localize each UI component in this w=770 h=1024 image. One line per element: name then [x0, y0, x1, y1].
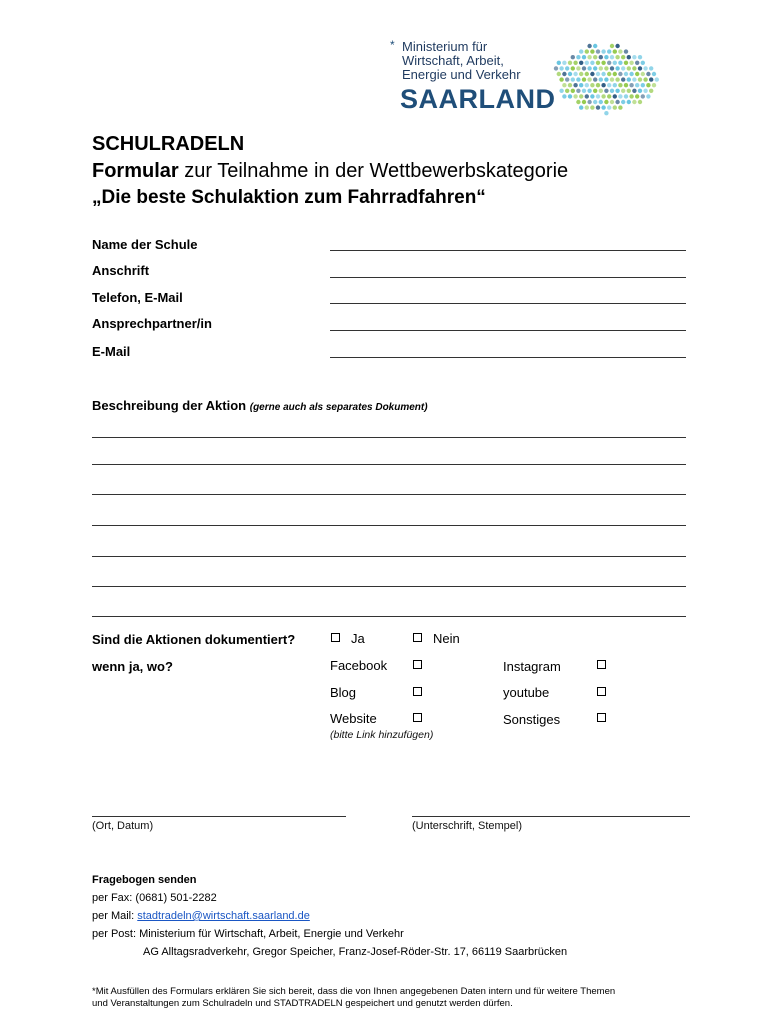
field-label-school-name: Name der Schule	[92, 237, 198, 252]
field-label-contact-person: Ansprechpartner/in	[92, 316, 212, 331]
description-label	[92, 398, 428, 413]
yes-label: Ja	[351, 631, 365, 646]
youtube-checkbox[interactable]	[597, 687, 606, 696]
subtitle-rest: zur Teilnahme in der Wettbewerbskategorie	[178, 160, 569, 182]
send-post-address: AG Alltagsradverkehr, Gregor Speicher, Franz-Josef-Röder-Str. 17, 66119 Saarbrücken	[143, 946, 568, 958]
privacy-note-line-2: und Veranstaltungen zum Schulradeln und STADTRADELN gespeichert und genutzt werden dürfen.	[92, 998, 513, 1009]
ministry-line-1: Ministerium für	[402, 39, 488, 54]
address-input-line[interactable]	[330, 277, 686, 278]
send-mail	[92, 910, 310, 922]
saarland-map-dots-icon	[550, 42, 670, 122]
category-title: „Die beste Schulaktion zum Fahrradfahren“	[92, 187, 486, 208]
where-question: wenn ja, wo?	[92, 659, 173, 674]
saarland-wordmark: SAARLAND	[400, 84, 556, 114]
ministry-line-2: Wirtschaft, Arbeit,	[402, 53, 504, 68]
privacy-note-line-1: *Mit Ausfüllen des Formulars erklären Sie sich bereit, dass die von Ihnen angegebenen Daten intern und für weitere Themen	[92, 986, 616, 997]
email-input-line[interactable]	[330, 357, 686, 358]
send-title-text: Fragebogen senden	[92, 874, 197, 886]
description-hint: (gerne auch als separates Dokument)	[249, 402, 428, 413]
facebook-label: Facebook	[330, 658, 388, 673]
contact-person-input-line[interactable]	[330, 330, 686, 331]
email-link[interactable]: stadtradeln@wirtschaft.saarland.de	[137, 910, 310, 922]
instagram-label: Instagram	[503, 659, 561, 674]
description-line-4[interactable]	[92, 525, 686, 526]
facebook-checkbox[interactable]	[413, 660, 422, 669]
ministry-line-3: Energie und Verkehr	[402, 67, 521, 82]
send-post: per Post: Ministerium für Wirtschaft, Arbeit, Energie und Verkehr	[92, 928, 404, 940]
send-fax: per Fax: (0681) 501-2282	[92, 892, 217, 904]
description-line-1[interactable]	[92, 437, 686, 438]
description-line-7[interactable]	[92, 616, 686, 617]
send-mail-prefix: per Mail:	[92, 910, 138, 922]
description-line-5[interactable]	[92, 556, 686, 557]
place-date-line[interactable]	[92, 816, 346, 817]
page-title: SCHULRADELN	[92, 133, 245, 155]
place-date-label: (Ort, Datum)	[92, 820, 154, 832]
no-checkbox[interactable]	[413, 633, 422, 642]
website-label: Website	[330, 711, 377, 726]
instagram-checkbox[interactable]	[597, 660, 606, 669]
school-name-input-line[interactable]	[330, 250, 686, 251]
field-label-phone-email: Telefon, E-Mail	[92, 290, 183, 305]
description-line-3[interactable]	[92, 494, 686, 495]
asterisk-icon: *	[390, 38, 395, 52]
other-label: Sonstiges	[503, 712, 561, 727]
field-label-email: E-Mail	[92, 344, 131, 359]
ministry-logo	[390, 40, 680, 122]
signature-line[interactable]	[412, 816, 690, 817]
youtube-label: youtube	[503, 685, 550, 700]
no-label: Nein	[433, 631, 460, 646]
form-subtitle	[92, 160, 568, 183]
website-checkbox[interactable]	[413, 713, 422, 722]
field-label-address: Anschrift	[92, 263, 150, 278]
description-line-2[interactable]	[92, 464, 686, 465]
ministry-name	[392, 40, 521, 82]
other-checkbox[interactable]	[597, 713, 606, 722]
phone-email-input-line[interactable]	[330, 303, 686, 304]
subtitle-bold: Formular	[92, 160, 179, 182]
privacy-note	[92, 986, 692, 1010]
send-title	[92, 874, 197, 886]
yes-checkbox[interactable]	[331, 633, 340, 642]
blog-label: Blog	[330, 685, 357, 700]
link-hint: (bitte Link hinzufügen)	[330, 729, 434, 741]
description-title: Beschreibung der Aktion	[92, 398, 247, 413]
description-line-6[interactable]	[92, 586, 686, 587]
blog-checkbox[interactable]	[413, 687, 422, 696]
signature-label: (Unterschrift, Stempel)	[412, 820, 523, 832]
documented-question: Sind die Aktionen dokumentiert?	[92, 632, 296, 647]
